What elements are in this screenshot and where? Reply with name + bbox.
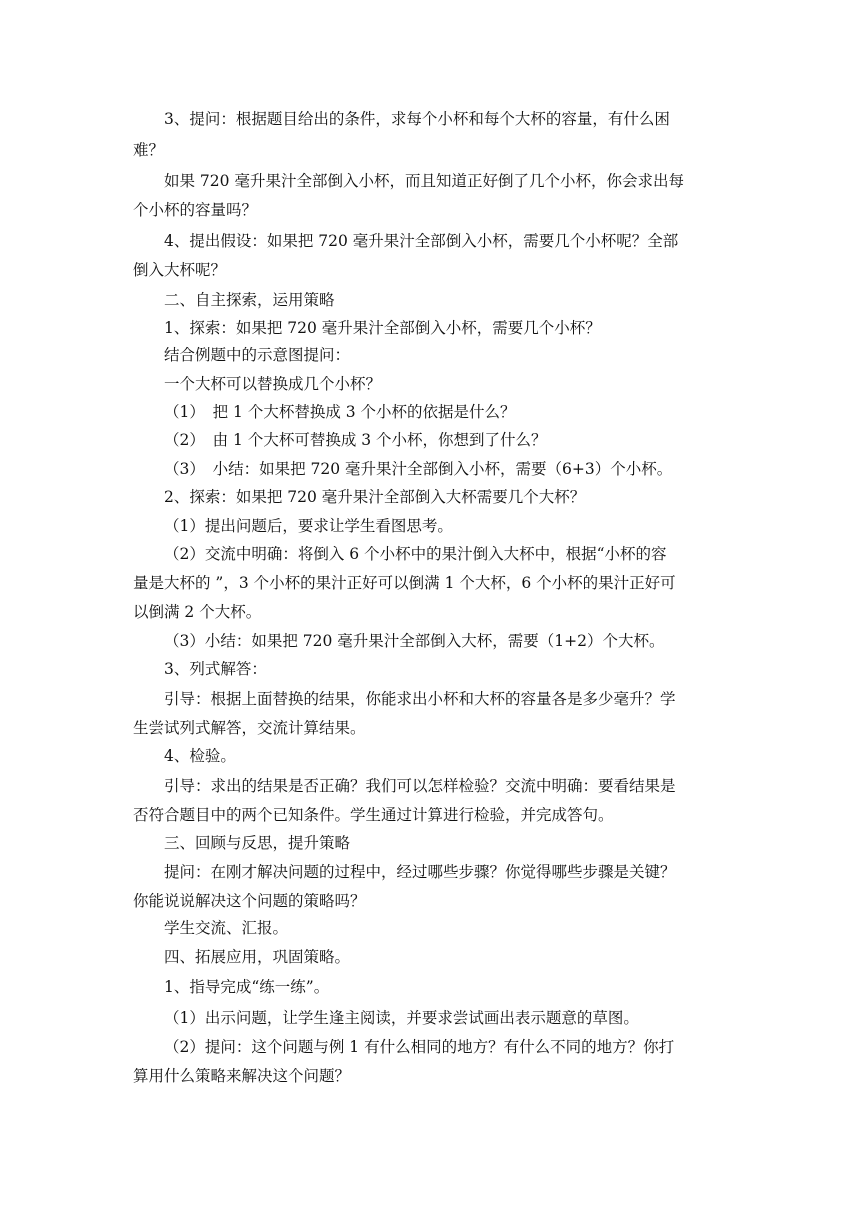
text-line: 引导：根据上面替换的结果，你能求出小杯和大杯的容量各是多少毫升？学 — [164, 690, 676, 708]
text-line: 提问：在刚才解决问题的过程中，经过哪些步骤？你觉得哪些步骤是关键？ — [164, 863, 676, 881]
text-line: 生尝试列式解答，交流计算结果。 — [133, 719, 366, 737]
text-line: 难？ — [133, 141, 165, 159]
section-heading: 四、拓展应用，巩固策略。 — [164, 948, 351, 966]
text-line: 量是大杯的 ”，3 个小杯的果汁正好可以倒满 1 个大杯，6 个小杯的果汁正好可 — [133, 574, 676, 592]
text-line: 1、探索：如果把 720 毫升果汁全部倒入小杯，需要几个小杯？ — [164, 319, 601, 337]
text-line: （1） 把 1 个大杯替换成 3 个小杯的依据是什么？ — [164, 403, 516, 421]
text-line: 3、列式解答： — [164, 660, 267, 678]
text-line: 引导：求出的结果是否正确？我们可以怎样检验？交流中明确：要看结果是 — [164, 777, 676, 795]
text-line: 结合例题中的示意图提问： — [164, 346, 351, 364]
text-line: 算用什么策略来解决这个问题？ — [133, 1067, 351, 1085]
text-line: （3） 小结：如果把 720 毫升果汁全部倒入小杯，需要（6+3）个小杯。 — [164, 460, 673, 478]
text-line: （3）小结：如果把 720 毫升果汁全部倒入大杯，需要（1+2）个大杯。 — [164, 632, 665, 650]
text-line: （1）出示问题，让学生逢主阅读，并要求尝试画出表示题意的草图。 — [164, 1009, 639, 1027]
text-line: （2） 由 1 个大杯可替换成 3 个小杯，你想到了什么？ — [164, 431, 547, 449]
text-line: 个小杯的容量吗？ — [133, 201, 258, 219]
text-line: 否符合题目中的两个已知条件。学生通过计算进行检验，并完成答句。 — [133, 806, 614, 824]
text-line: 2、探索：如果把 720 毫升果汁全部倒入大杯需要几个大杯？ — [164, 488, 586, 506]
text-line: 4、检验。 — [164, 747, 236, 765]
text-line: （2）提问：这个问题与例 1 有什么相同的地方？有什么不同的地方？你打 — [164, 1038, 675, 1056]
text-line: （2）交流中明确：将倒入 6 个小杯中的果汁倒入大杯中，根据“小杯的容 — [164, 545, 667, 563]
section-heading: 三、回顾与反思，提升策略 — [164, 834, 351, 852]
text-line: 以倒满 2 个大杯。 — [133, 603, 262, 621]
text-line: 3、提问：根据题目给出的条件，求每个小杯和每个大杯的容量，有什么困 — [164, 110, 670, 128]
text-line: 如果 720 毫升果汁全部倒入小杯，而且知道正好倒了几个小杯，你会求出每 — [164, 172, 684, 190]
text-line: 1、指导完成“练一练”。 — [164, 978, 330, 996]
text-line: （1）提出问题后，要求让学生看图思考。 — [164, 517, 453, 535]
text-line: 4、提出假设：如果把 720 毫升果汁全部倒入小杯，需要几个小杯呢？全部 — [164, 232, 679, 250]
text-line: 倒入大杯呢？ — [133, 261, 227, 279]
text-line: 学生交流、汇报。 — [164, 919, 289, 937]
section-heading: 二、自主探索，运用策略 — [164, 291, 335, 309]
text-line: 你能说说解决这个问题的策略吗？ — [133, 892, 366, 910]
text-line: 一个大杯可以替换成几个小杯？ — [164, 375, 382, 393]
